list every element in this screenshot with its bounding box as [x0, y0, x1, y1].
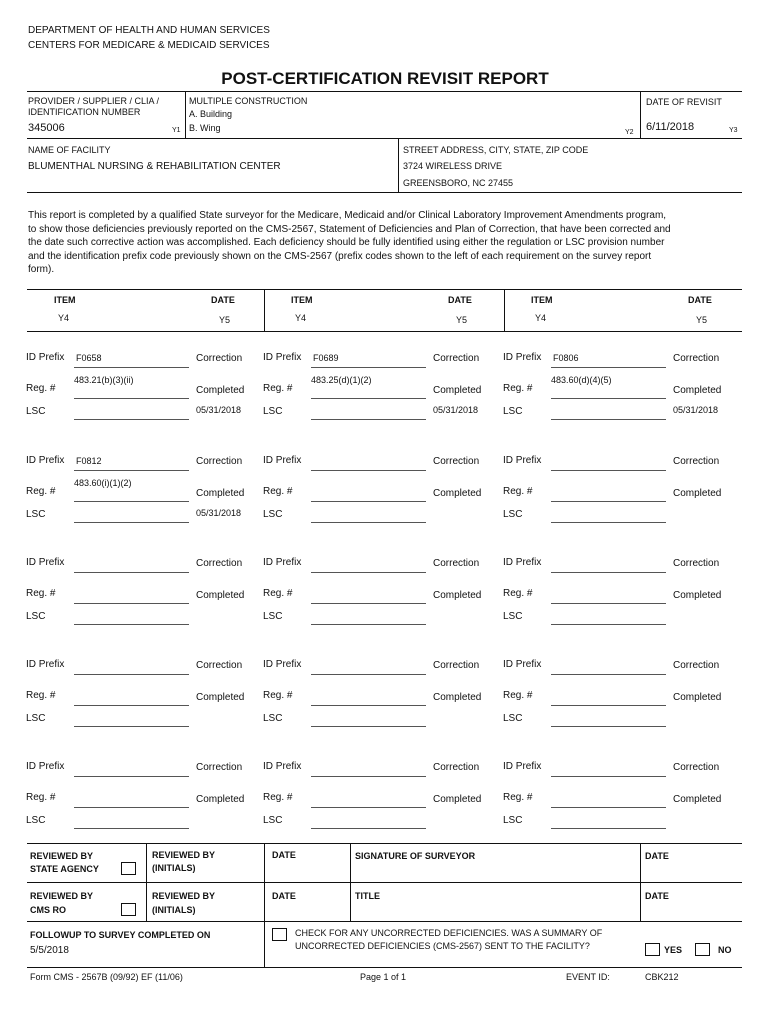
correction-label: Correction	[433, 660, 480, 671]
completed-date-value[interactable]: 05/31/2018	[433, 405, 479, 415]
id-prefix-field-line	[311, 367, 426, 368]
uncorrected-deficiencies-checkbox[interactable]	[272, 928, 287, 941]
id-prefix-field-line	[311, 572, 426, 573]
id-prefix-value[interactable]: F0689	[313, 353, 339, 363]
completed-label: Completed	[673, 794, 722, 805]
correction-label: Correction	[196, 558, 243, 569]
id-prefix-field-line	[311, 776, 426, 777]
lsc-field-line[interactable]	[551, 726, 666, 727]
facility-name-label: NAME OF FACILITY	[28, 145, 111, 155]
reg-number-value[interactable]: 483.60(d)(4)(5)	[551, 375, 612, 385]
completed-label: Completed	[433, 488, 482, 499]
completed-label: Completed	[196, 385, 245, 396]
column-date-header: DATE	[448, 295, 472, 305]
reviewed-initials-label-2: (INITIALS)	[152, 863, 196, 873]
column-date-header: DATE	[211, 295, 235, 305]
id-prefix-label: ID Prefix	[26, 557, 65, 568]
id-prefix-field-line	[311, 470, 426, 471]
completed-date-field	[432, 522, 500, 523]
date-label-1: DATE	[272, 850, 296, 860]
completed-date-field	[432, 419, 500, 420]
id-prefix-value[interactable]: F0812	[76, 456, 102, 466]
reg-number-field-line	[311, 705, 426, 706]
id-prefix-label: ID Prefix	[263, 761, 302, 772]
followup-date[interactable]: 5/5/2018	[30, 945, 69, 956]
reg-number-field-line	[74, 603, 189, 604]
reg-number-field-line	[74, 501, 189, 502]
correction-label: Correction	[196, 353, 243, 364]
completed-label: Completed	[433, 590, 482, 601]
reg-number-field-line	[551, 807, 666, 808]
completed-date-value[interactable]: 05/31/2018	[196, 405, 242, 415]
reg-number-field-line	[551, 705, 666, 706]
form-title: POST-CERTIFICATION REVISIT REPORT	[221, 69, 549, 88]
id-prefix-field-line	[74, 776, 189, 777]
reg-number-field-line	[311, 398, 426, 399]
id-prefix-label: ID Prefix	[263, 557, 302, 568]
yes-label: YES	[664, 945, 683, 955]
y5-code: Y5	[456, 315, 468, 325]
reg-number-label: Reg. #	[26, 588, 56, 599]
completed-date-field	[195, 828, 263, 829]
completed-date-value[interactable]: 05/31/2018	[673, 405, 719, 415]
department-line-2: CENTERS FOR MEDICARE & MEDICAID SERVICES	[28, 40, 270, 51]
correction-label: Correction	[433, 353, 480, 364]
column-date-header: DATE	[688, 295, 712, 305]
event-id-value: CBK212	[645, 972, 679, 982]
completed-date-value[interactable]: 05/31/2018	[196, 508, 242, 518]
completed-label: Completed	[673, 385, 722, 396]
uncorrected-question-line-2: UNCORRECTED DEFICIENCIES (CMS-2567) SENT TO THE FACILITY?	[295, 941, 590, 951]
correction-label: Correction	[673, 353, 720, 364]
completed-label: Completed	[433, 794, 482, 805]
id-prefix-label: ID Prefix	[503, 557, 542, 568]
completed-date-field	[432, 828, 500, 829]
lsc-field-line[interactable]	[74, 726, 189, 727]
reg-number-field-line	[551, 501, 666, 502]
page-number: Page 1 of 1	[360, 972, 407, 982]
reg-number-field-line	[311, 807, 426, 808]
instructions-paragraph: This report is completed by a qualified State surveyor for the Medicare, Medicaid and/or Clinical Laboratory Improvement Amendments program, to show those deficiencies previously reported on the CMS-2567, Statement of Deficiencies and Plan of Correction, that have been corrected and the date such corrective action was accomplished. Each deficiency should be fully identified using either the regulation or LSC provision number and the identification prefix code previously shown on the CMS-2567 (prefix codes shown to the left of each requirement on the survey report form).	[28, 210, 671, 275]
correction-label: Correction	[673, 762, 720, 773]
id-prefix-label: ID Prefix	[503, 761, 542, 772]
lsc-field-line[interactable]	[74, 419, 189, 420]
id-prefix-label: ID Prefix	[26, 352, 65, 363]
id-prefix-field-line	[74, 367, 189, 368]
uncorrected-question-line-1: CHECK FOR ANY UNCORRECTED DEFICIENCIES. WAS A SUMMARY OF	[295, 928, 603, 938]
completed-label: Completed	[433, 385, 482, 396]
correction-label: Correction	[196, 660, 243, 671]
reg-number-label: Reg. #	[503, 690, 533, 701]
lsc-field-line[interactable]	[74, 624, 189, 625]
completed-date-field	[672, 726, 740, 727]
y5-code: Y5	[696, 315, 708, 325]
correction-label: Correction	[673, 660, 720, 671]
lsc-label: LSC	[263, 509, 283, 520]
id-prefix-label: ID Prefix	[26, 455, 65, 466]
id-prefix-label: ID Prefix	[26, 761, 65, 772]
reg-number-value[interactable]: 483.25(d)(1)(2)	[311, 375, 372, 385]
event-id-label: EVENT ID:	[566, 972, 610, 982]
reg-number-label: Reg. #	[26, 792, 56, 803]
lsc-label: LSC	[263, 815, 283, 826]
reg-number-field-line	[551, 603, 666, 604]
lsc-field-line[interactable]	[311, 828, 426, 829]
reg-number-label: Reg. #	[503, 588, 533, 599]
correction-label: Correction	[196, 456, 243, 467]
completed-date-field	[672, 828, 740, 829]
completed-date-field	[195, 624, 263, 625]
id-prefix-label: ID Prefix	[26, 659, 65, 670]
id-prefix-label: ID Prefix	[503, 659, 542, 670]
id-prefix-field-line	[311, 674, 426, 675]
correction-label: Correction	[673, 456, 720, 467]
y1-code: Y1	[172, 127, 181, 134]
id-prefix-field-line	[551, 674, 666, 675]
address-line-1[interactable]: 3724 WIRELESS DRIVE	[403, 161, 503, 171]
reg-number-value[interactable]: 483.60(i)(1)(2)	[74, 478, 132, 488]
no-checkbox[interactable]	[695, 943, 710, 956]
completed-date-field	[432, 726, 500, 727]
completed-date-field	[432, 624, 500, 625]
wing-field[interactable]: B. Wing	[189, 123, 221, 133]
title-label: TITLE	[355, 891, 380, 901]
id-prefix-field-line	[551, 776, 666, 777]
y5-code: Y5	[219, 315, 231, 325]
provider-number[interactable]: 345006	[28, 122, 65, 134]
lsc-label: LSC	[503, 815, 523, 826]
reg-number-label: Reg. #	[26, 690, 56, 701]
lsc-label: LSC	[503, 406, 523, 417]
completed-date-field	[672, 522, 740, 523]
id-prefix-field-line	[551, 367, 666, 368]
no-label: NO	[718, 945, 732, 955]
yes-checkbox[interactable]	[645, 943, 660, 956]
reg-number-label: Reg. #	[26, 486, 56, 497]
correction-label: Correction	[433, 558, 480, 569]
correction-label: Correction	[673, 558, 720, 569]
lsc-field-line[interactable]	[311, 726, 426, 727]
id-prefix-field-line	[74, 470, 189, 471]
revisit-date-value[interactable]: 6/11/2018	[646, 121, 695, 133]
lsc-field-line[interactable]	[311, 419, 426, 420]
lsc-field-line[interactable]	[551, 624, 666, 625]
completed-label: Completed	[673, 488, 722, 499]
y4-code: Y4	[295, 313, 307, 323]
lsc-label: LSC	[503, 713, 523, 724]
completed-date-field	[672, 419, 740, 420]
correction-label: Correction	[433, 456, 480, 467]
reg-number-field-line	[311, 603, 426, 604]
lsc-field-line[interactable]	[551, 419, 666, 420]
reg-number-label: Reg. #	[503, 383, 533, 394]
reg-number-field-line	[74, 705, 189, 706]
reviewed-by-state-label-2: STATE AGENCY	[30, 864, 99, 874]
column-item-header: ITEM	[291, 295, 313, 305]
y4-code: Y4	[58, 313, 70, 323]
column-item-header: ITEM	[531, 295, 553, 305]
lsc-label: LSC	[263, 611, 283, 622]
completed-label: Completed	[196, 794, 245, 805]
completed-label: Completed	[433, 692, 482, 703]
completed-label: Completed	[196, 692, 245, 703]
multiple-construction-label: MULTIPLE CONSTRUCTION	[189, 96, 308, 106]
correction-label: Correction	[433, 762, 480, 773]
lsc-field-line[interactable]	[551, 828, 666, 829]
id-prefix-field-line	[551, 470, 666, 471]
reg-number-label: Reg. #	[503, 792, 533, 803]
id-prefix-field-line	[551, 572, 666, 573]
lsc-field-line[interactable]	[74, 522, 189, 523]
reg-number-field-line	[74, 398, 189, 399]
completed-date-field	[195, 726, 263, 727]
state-agency-checkbox[interactable]	[121, 862, 136, 875]
reviewed-initials-label-1: REVIEWED BY	[152, 850, 216, 860]
lsc-field-line[interactable]	[311, 624, 426, 625]
id-prefix-label: ID Prefix	[263, 659, 302, 670]
building-field[interactable]: A. Building	[189, 109, 233, 119]
reg-number-label: Reg. #	[263, 588, 293, 599]
reviewed-by-cms-label-2: CMS RO	[30, 905, 66, 915]
id-prefix-label: ID Prefix	[263, 455, 302, 466]
reviewed-by-state-label-1: REVIEWED BY	[30, 851, 94, 861]
lsc-label: LSC	[263, 406, 283, 417]
reg-number-label: Reg. #	[26, 383, 56, 394]
column-item-header: ITEM	[54, 295, 76, 305]
reg-number-label: Reg. #	[263, 792, 293, 803]
lsc-label: LSC	[26, 509, 46, 520]
reg-number-label: Reg. #	[503, 486, 533, 497]
revisit-date-label: DATE OF REVISIT	[646, 97, 722, 107]
lsc-label: LSC	[503, 509, 523, 520]
address-label: STREET ADDRESS, CITY, STATE, ZIP CODE	[403, 145, 589, 155]
id-prefix-field-line	[74, 674, 189, 675]
date-label-4: DATE	[645, 891, 669, 901]
reviewed-by-cms-label-1: REVIEWED BY	[30, 891, 94, 901]
completed-label: Completed	[673, 590, 722, 601]
lsc-label: LSC	[263, 713, 283, 724]
lsc-field-line[interactable]	[74, 828, 189, 829]
followup-label: FOLLOWUP TO SURVEY COMPLETED ON	[30, 930, 211, 940]
id-prefix-value[interactable]: F0806	[553, 353, 579, 363]
y4-code: Y4	[535, 313, 547, 323]
reviewed-initials-cms-label-1: REVIEWED BY	[152, 891, 216, 901]
lsc-label: LSC	[26, 713, 46, 724]
reviewed-initials-cms-label-2: (INITIALS)	[152, 905, 196, 915]
id-prefix-label: ID Prefix	[503, 352, 542, 363]
reg-number-field-line	[74, 807, 189, 808]
lsc-label: LSC	[503, 611, 523, 622]
signature-label: SIGNATURE OF SURVEYOR	[355, 851, 476, 861]
footer-divider	[27, 967, 742, 968]
reg-number-field-line	[551, 398, 666, 399]
id-prefix-field-line	[74, 572, 189, 573]
y2-code: Y2	[625, 129, 634, 136]
reg-number-value[interactable]: 483.21(b)(3)(ii)	[74, 375, 134, 385]
completed-date-field	[195, 419, 263, 420]
completed-date-field	[195, 522, 263, 523]
reg-number-field-line	[311, 501, 426, 502]
cms-ro-checkbox[interactable]	[121, 903, 136, 916]
date-label-2: DATE	[645, 851, 669, 861]
completed-label: Completed	[196, 590, 245, 601]
completed-date-field	[672, 624, 740, 625]
completed-label: Completed	[673, 692, 722, 703]
lsc-label: LSC	[26, 815, 46, 826]
lsc-label: LSC	[26, 611, 46, 622]
completed-label: Completed	[196, 488, 245, 499]
form-number: Form CMS - 2567B (09/92) EF (11/06)	[30, 972, 183, 982]
facility-name-value[interactable]: BLUMENTHAL NURSING & REHABILITATION CENTER	[28, 161, 281, 172]
id-prefix-value[interactable]: F0658	[76, 353, 102, 363]
date-label-3: DATE	[272, 891, 296, 901]
department-line-1: DEPARTMENT OF HEALTH AND HUMAN SERVICES	[28, 25, 270, 36]
id-prefix-label: ID Prefix	[263, 352, 302, 363]
y3-code: Y3	[729, 127, 738, 134]
reg-number-label: Reg. #	[263, 383, 293, 394]
provider-label: PROVIDER / SUPPLIER / CLIA / IDENTIFICATION NUMBER	[28, 96, 160, 117]
lsc-label: LSC	[26, 406, 46, 417]
reg-number-label: Reg. #	[263, 690, 293, 701]
lsc-field-line[interactable]	[311, 522, 426, 523]
correction-label: Correction	[196, 762, 243, 773]
id-prefix-label: ID Prefix	[503, 455, 542, 466]
reg-number-label: Reg. #	[263, 486, 293, 497]
address-line-2[interactable]: GREENSBORO, NC 27455	[403, 178, 514, 188]
lsc-field-line[interactable]	[551, 522, 666, 523]
